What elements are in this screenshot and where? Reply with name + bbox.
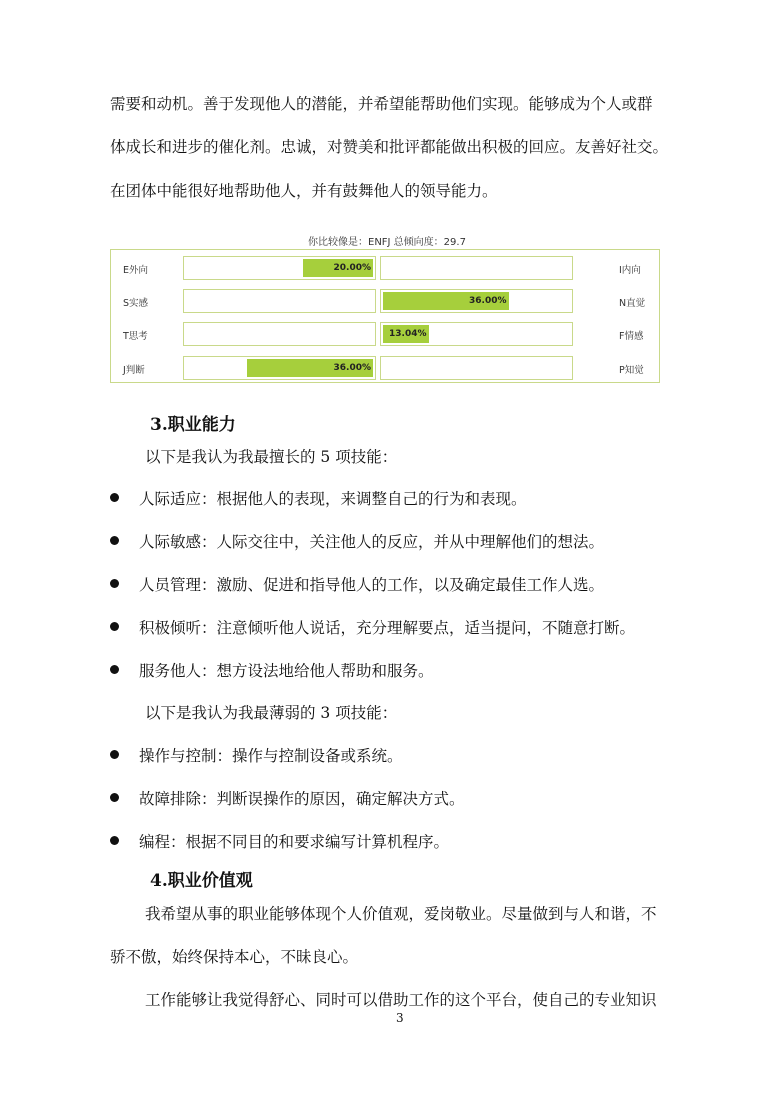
bullet-icon <box>110 493 119 502</box>
chart-left-label: T思考 <box>123 331 148 342</box>
chart-left-label: J判断 <box>123 365 145 376</box>
chart-left-box <box>183 356 376 380</box>
values-line-3: 工作能够让我觉得舒心、同时可以借助工作的这个平台，使自己的专业知识 <box>145 991 657 1009</box>
chart-right-label: P知觉 <box>619 365 644 376</box>
list-item: 故障排除：判断误操作的原因，确定解决方式。 <box>110 787 465 809</box>
bullet-icon <box>110 836 119 845</box>
bullet-icon <box>110 536 119 545</box>
bullet-icon <box>110 793 119 802</box>
section-3-heading: 3.职业能力 <box>150 415 236 435</box>
chart-bar-label: 13.04% <box>389 329 427 339</box>
page-number: 3 <box>396 1011 404 1025</box>
chart-left-box <box>183 322 376 346</box>
list-item: 操作与控制：操作与控制设备或系统。 <box>110 744 403 766</box>
mbti-chart <box>110 249 660 383</box>
section-4-heading: 4.职业价值观 <box>150 871 253 891</box>
bullet-icon <box>110 750 119 759</box>
chart-right-box <box>380 322 573 346</box>
chart-row <box>111 356 659 380</box>
bullet-icon <box>110 622 119 631</box>
chart-row <box>111 289 659 313</box>
bullet-icon <box>110 579 119 588</box>
chart-left-label: S实感 <box>123 298 149 309</box>
values-line-2: 骄不傲，始终保持本心，不昧良心。 <box>110 948 359 966</box>
chart-row <box>111 322 659 346</box>
chart-bar-label: 36.00% <box>469 296 507 306</box>
chart-left-box <box>183 256 376 280</box>
chart-left-box <box>183 289 376 313</box>
strong-skills-intro: 以下是我认为我最擅长的 5 项技能： <box>145 448 398 466</box>
chart-bar-label: 20.00% <box>333 263 371 273</box>
list-item: 积极倾听：注意倾听他人说话，充分理解要点，适当提问，不随意打断。 <box>110 616 635 638</box>
chart-right-label: I内向 <box>619 265 641 276</box>
bullet-icon <box>110 665 119 674</box>
list-item: 服务他人：想方设法地给他人帮助和服务。 <box>110 659 434 681</box>
chart-title: 你比较像是：ENFJ 总倾向度：29.7 <box>308 237 466 248</box>
chart-left-label: E外向 <box>123 265 149 276</box>
list-item: 人际适应：根据他人的表现，来调整自己的行为和表现。 <box>110 487 527 509</box>
chart-right-label: F情感 <box>619 331 644 342</box>
chart-right-box <box>380 356 573 380</box>
paragraph-line-2: 体成长和进步的催化剂。忠诚，对赞美和批评都能做出积极的回应。友善好社交。 <box>110 138 669 156</box>
paragraph-line-3: 在团体中能很好地帮助他人，并有鼓舞他人的领导能力。 <box>110 182 498 200</box>
values-line-1: 我希望从事的职业能够体现个人价值观，爱岗敬业。尽量做到与人和谐，不 <box>145 905 657 923</box>
chart-right-box <box>380 289 573 313</box>
list-item: 人际敏感：人际交往中，关注他人的反应，并从中理解他们的想法。 <box>110 530 604 552</box>
chart-bar-label: 36.00% <box>333 363 371 373</box>
paragraph-line-1: 需要和动机。善于发现他人的潜能，并希望能帮助他们实现。能够成为个人或群 <box>110 95 653 113</box>
chart-right-box <box>380 256 573 280</box>
chart-right-label: N直觉 <box>619 298 646 309</box>
list-item: 人员管理：激励、促进和指导他人的工作，以及确定最佳工作人选。 <box>110 573 604 595</box>
weak-skills-intro: 以下是我认为我最薄弱的 3 项技能： <box>145 704 398 722</box>
chart-row <box>111 256 659 280</box>
list-item: 编程：根据不同目的和要求编写计算机程序。 <box>110 830 449 852</box>
